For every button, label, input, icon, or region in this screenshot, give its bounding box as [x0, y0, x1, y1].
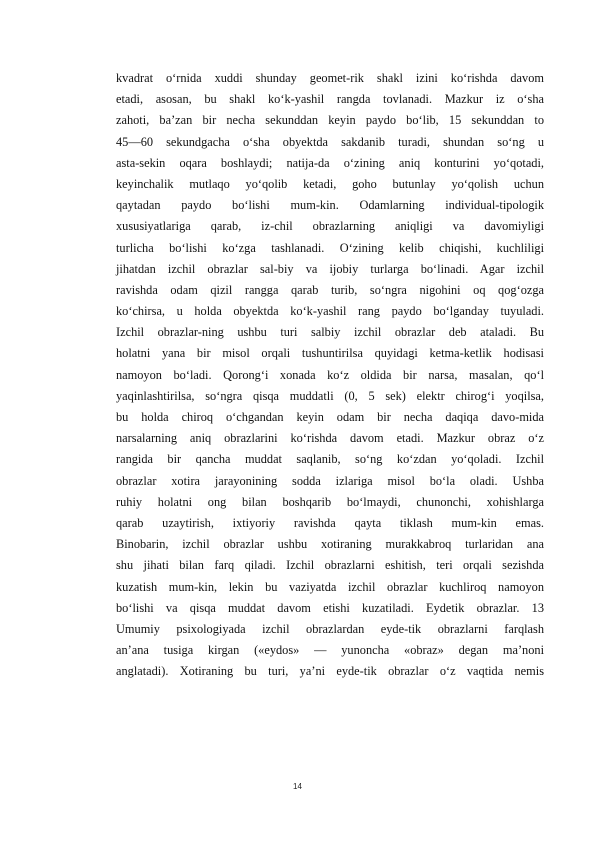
text-line: xususiyatlariga qarab, iz-chil obrazlarning aniqligi va davomiyligi [116, 219, 544, 234]
text-line: obrazlar xotira jarayonining sodda izlariga misol bo‘la oladi. Ushba [116, 473, 544, 488]
text-line: namoyon bo‘ladi. Qorong‘i xonada ko‘z oldida bir narsa, masalan, qo‘l [116, 367, 544, 382]
body-text [116, 68, 544, 682]
text-line: zahoti, ba’zan bir necha sekunddan keyin paydo bo‘lib, 15 sekunddan to [116, 113, 544, 128]
text-line: keyinchalik mutlaqo yo‘qolib ketadi, goho butunlay yo‘qolish uchun [116, 176, 544, 191]
text-line: ruhiy holatni ong bilan boshqarib bo‘lmaydi, chunonchi, xohishlarga [116, 494, 544, 509]
text-line: an’ana tusiga kirgan («eydos» — yunoncha «obraz» degan ma’noni [116, 643, 544, 658]
text-line: qarab uzaytirish, ixtiyoriy ravishda qayta tiklash mum-kin emas. [116, 515, 544, 530]
text-line: jihatdan izchil obrazlar sal-biy va ijobiy turlarga bo‘linadi. Agar izchil [116, 261, 544, 276]
text-line: narsalarning aniq obrazlarini ko‘rishda davom etadi. Mazkur obraz o‘z [116, 431, 544, 446]
text-line: kvadrat o‘rnida xuddi shunday geomet-rik shakl izini ko‘rishda davom [116, 71, 544, 85]
text-line: bu holda chiroq o‘chgandan keyin odam bir necha daqiqa davo-mida [116, 410, 544, 424]
text-line: holatni yana bir misol orqali tushuntirilsa quyidagi ketma-ketlik hodisasi [116, 346, 544, 361]
text-line: etadi, asosan, bu shakl ko‘k-yashil rangda tovlanadi. Mazkur iz o‘sha [116, 92, 544, 107]
page-number: 14 [293, 782, 302, 791]
text-line: qaytadan paydo bo‘lishi mum-kin. Odamlarning individual-tipologik [116, 198, 544, 213]
text-line: bo‘lishi va qisqa muddat davom etishi kuzatiladi. Eydetik obrazlar. 13 [116, 600, 544, 615]
text-line: kuzatish mum-kin, lekin bu vaziyatda izchil obrazlar kuchliroq namoyon [116, 579, 544, 594]
text-line: asta-sekin oqara boshlaydi; natija-da o‘zining aniq konturini yo‘qotadi, [116, 155, 544, 170]
text-line: Binobarin, izchil obrazlar ushbu xotiraning murakkabroq turlaridan ana [116, 537, 544, 552]
text-line: shu jihati bilan farq qiladi. Izchil obrazlarni eshitish, teri orqali sezishda [116, 558, 544, 573]
text-line: ko‘chirsa, u holda obyektda ko‘k-yashil rang paydo bo‘lganday tuyuladi. [116, 304, 544, 319]
text-line: yaqinlashtirilsa, so‘ngra qisqa muddatli (0, 5 sek) elektr chirog‘i yoqilsa, [116, 388, 544, 403]
text-line: rangida bir qancha muddat saqlanib, so‘ng ko‘zdan yo‘qoladi. Izchil [116, 452, 544, 467]
text-line: turlicha bo‘lishi ko‘zga tashlanadi. O‘zining kelib chiqishi, kuchliligi [116, 240, 544, 255]
text-line: anglatadi). Xotiraning bu turi, ya’ni eyde-tik obrazlar o‘z vaqtida nemis [116, 664, 544, 679]
text-line: Izchil obrazlar-ning ushbu turi salbiy izchil obrazlar deb ataladi. Bu [116, 325, 544, 340]
text-line: 45—60 sekundgacha o‘sha obyektda sakdanib turadi, shundan so‘ng u [116, 134, 544, 149]
text-line: ravishda odam qizil rangga qarab turib, so‘ngra nigohini oq qog‘ozga [116, 282, 544, 297]
text-line: Umumiy psixologiyada izchil obrazlardan eyde-tik obrazlarni farqlash [116, 621, 544, 636]
